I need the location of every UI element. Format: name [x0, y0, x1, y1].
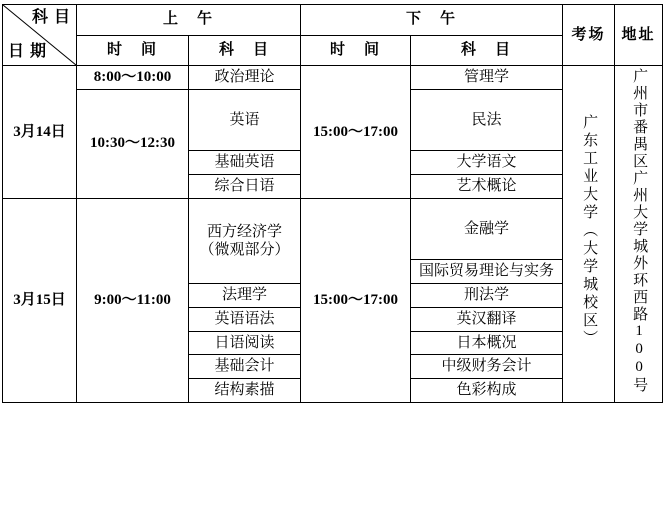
afternoon-subject-cell: 民法: [411, 89, 563, 151]
afternoon-time-header: 时 间: [301, 35, 411, 66]
afternoon-subject-cell: 中级财务会计: [411, 355, 563, 379]
afternoon-subject-cell: 大学语文: [411, 151, 563, 175]
table-row: [3, 66, 663, 90]
exam-site-name: 广东工业大学（大学城校区）: [581, 114, 598, 348]
morning-subject-cell: 英语语法: [189, 307, 301, 331]
afternoon-subject-cell: 色彩构成: [411, 379, 563, 403]
address-text: 广州市番禺区广州大学城外环西路100号: [631, 68, 648, 394]
date-cell-day1: 3月14日: [3, 66, 77, 199]
afternoon-subject-header: 科 目: [411, 35, 563, 66]
exam-schedule-table: [2, 4, 663, 403]
morning-subject-cell: 英语: [189, 89, 301, 151]
address-cell: [615, 66, 663, 403]
afternoon-subject-cell: 金融学: [411, 198, 563, 260]
afternoon-subject-cell: 国际贸易理论与实务: [411, 260, 563, 284]
afternoon-time-day1: 15:00～17:00: [301, 66, 411, 199]
exam-schedule-sheet: [0, 4, 664, 524]
afternoon-header: 下 午: [301, 5, 563, 36]
morning-subject-line1: 西方经济学: [207, 223, 283, 240]
afternoon-subject-cell: 日本概况: [411, 331, 563, 355]
morning-subject-cell: 结构素描: [189, 379, 301, 403]
table-header-row-1: [3, 5, 663, 36]
corner-header-cell: [3, 5, 77, 66]
morning-time-header: 时 间: [77, 35, 189, 66]
afternoon-subject-cell: 英汉翻译: [411, 307, 563, 331]
exam-site-cell: [563, 66, 615, 403]
morning-header: 上 午: [77, 5, 301, 36]
afternoon-subject-cell: 艺术概论: [411, 175, 563, 199]
afternoon-subject-cell: 刑法学: [411, 284, 563, 308]
morning-subject-cell: 政治理论: [189, 66, 301, 90]
morning-subject-cell: [189, 198, 301, 283]
morning-subject-header: 科 目: [189, 35, 301, 66]
morning-subject-cell: 综合日语: [189, 175, 301, 199]
morning-time-day1-slot2: 10:30～12:30: [77, 89, 189, 198]
corner-subject-label: 科 目: [31, 9, 71, 26]
corner-date-label: 日 期: [8, 43, 48, 60]
morning-subject-cell: 基础英语: [189, 151, 301, 175]
date-cell-day2: 3月15日: [3, 198, 77, 402]
morning-time-day1-slot1: 8:00～10:00: [77, 66, 189, 90]
morning-subject-line2: （微观部分）: [199, 241, 290, 258]
morning-subject-cell: 日语阅读: [189, 331, 301, 355]
morning-subject-cell: 基础会计: [189, 355, 301, 379]
afternoon-subject-cell: 管理学: [411, 66, 563, 90]
exam-site-header: 考场: [563, 5, 615, 66]
afternoon-time-day2: 15:00～17:00: [301, 198, 411, 402]
morning-subject-cell: 法理学: [189, 284, 301, 308]
morning-time-day2: 9:00～11:00: [77, 198, 189, 402]
address-header: 地址: [615, 5, 663, 66]
